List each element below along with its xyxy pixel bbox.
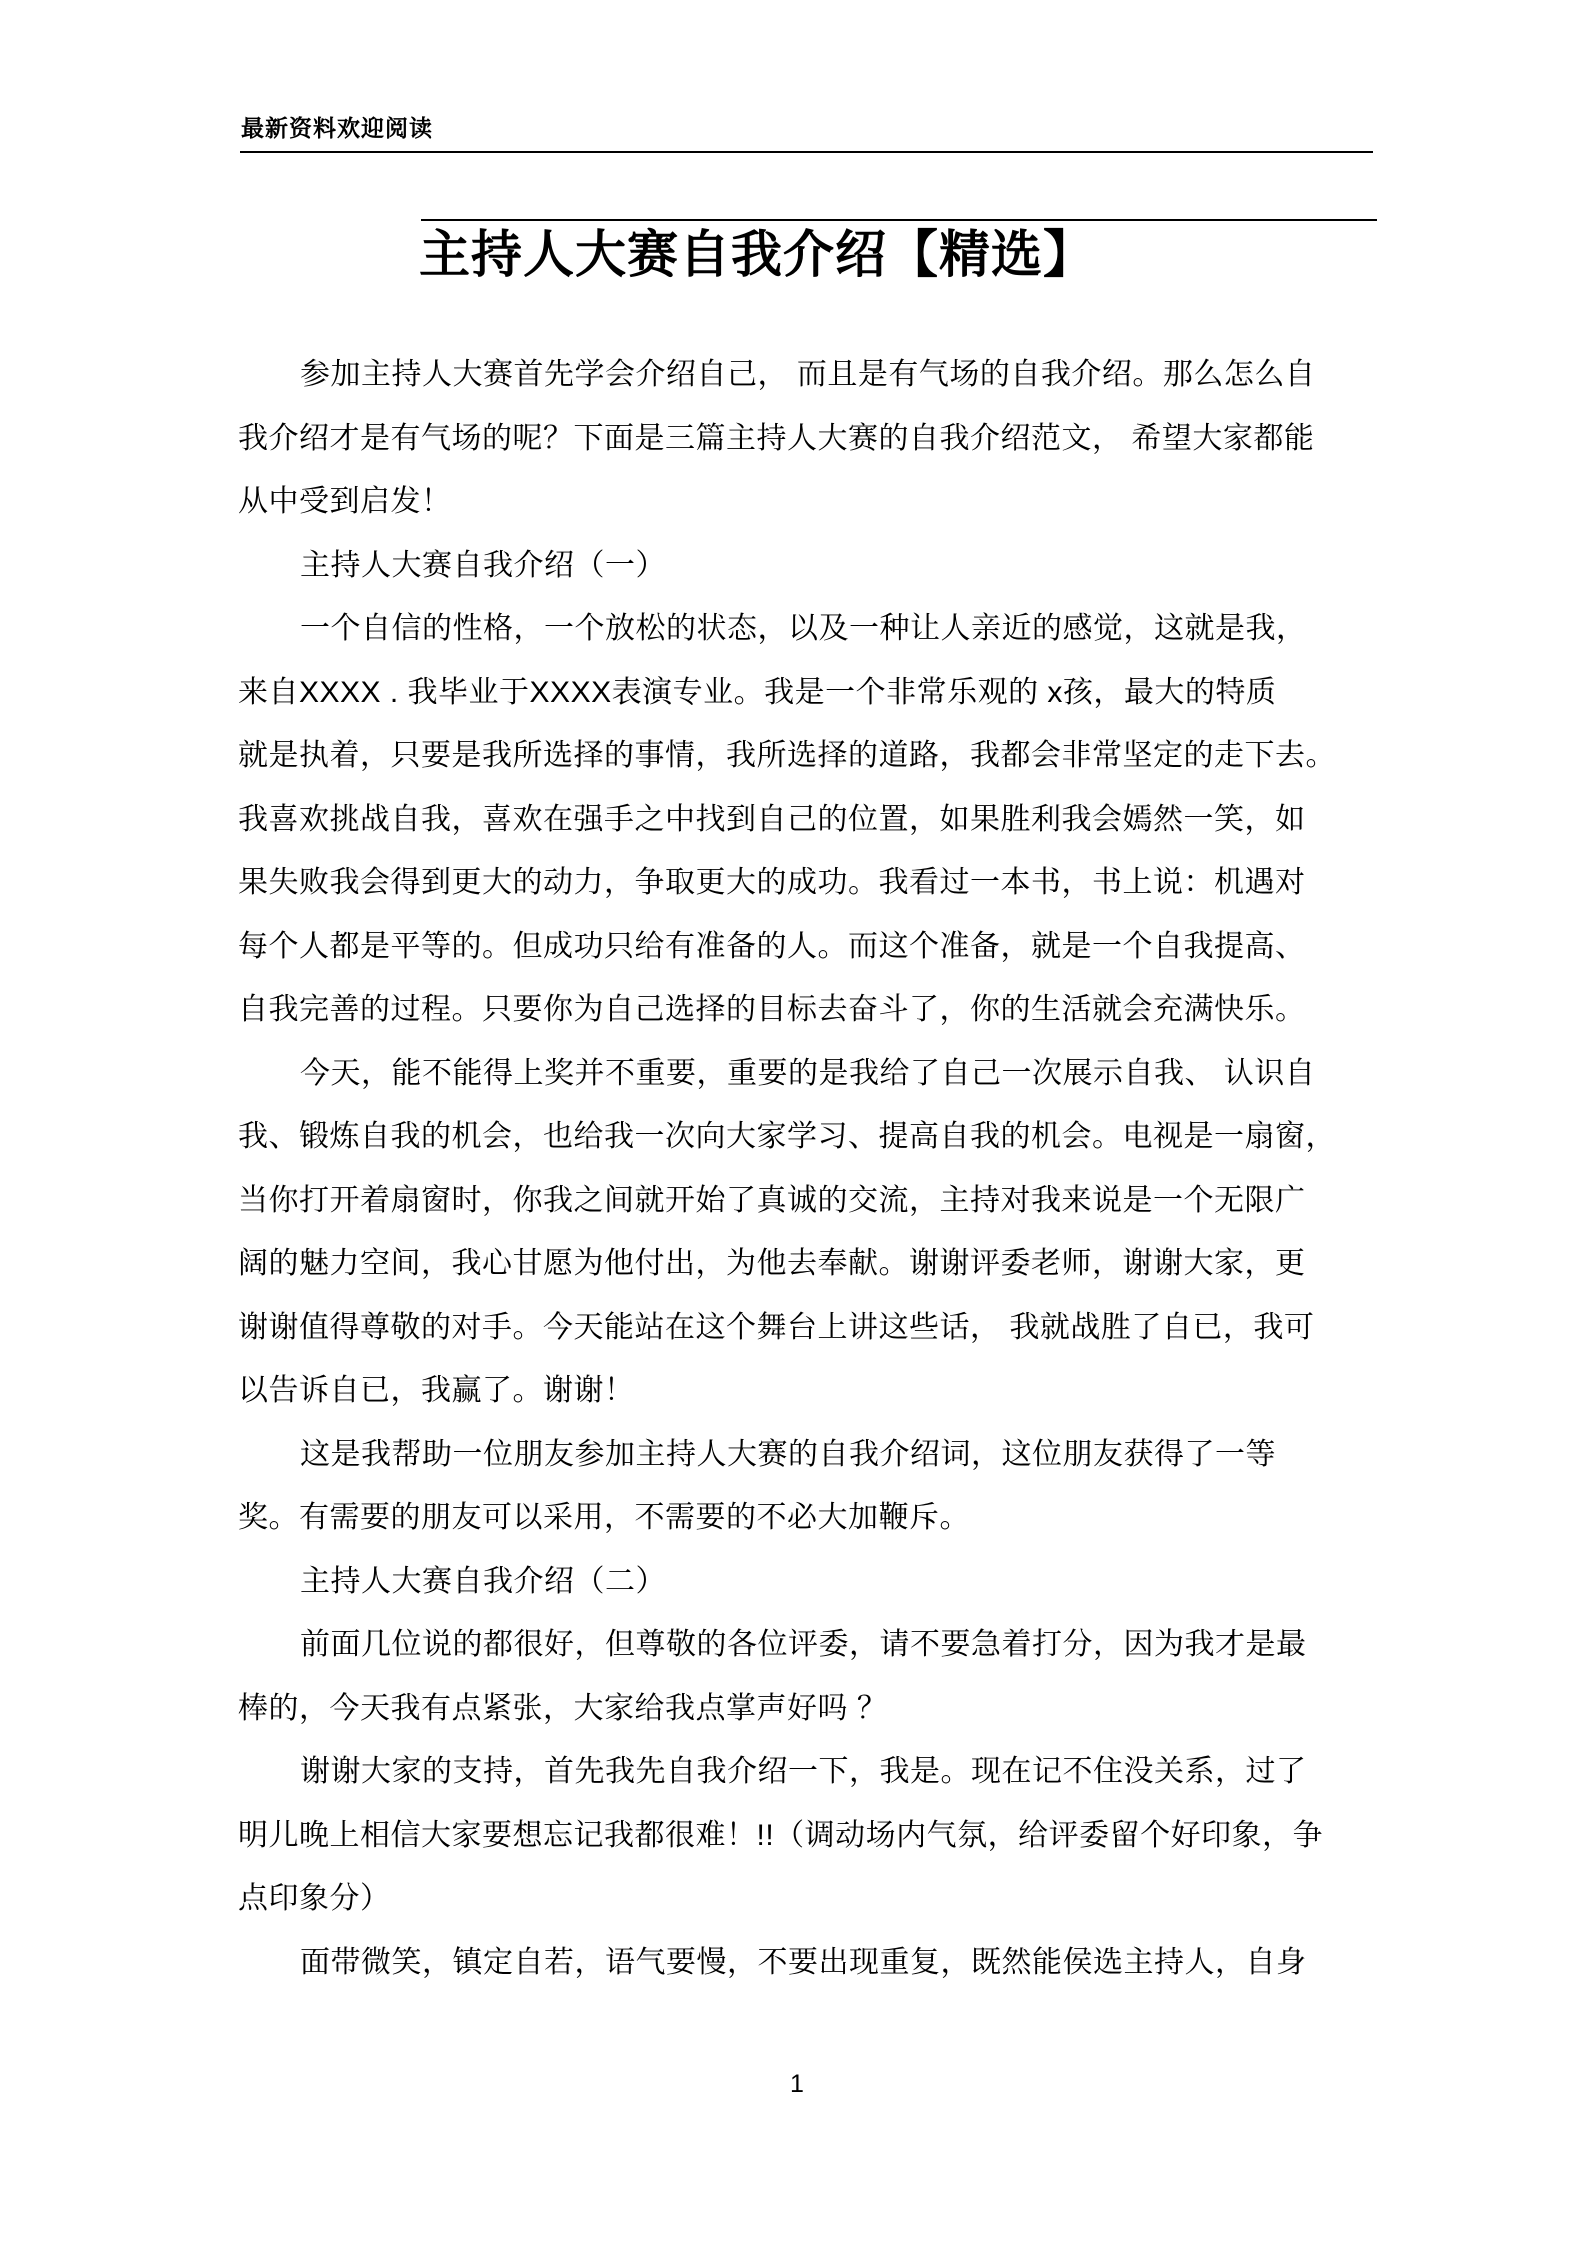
title-rule	[421, 219, 1377, 221]
text-line: 我介绍才是有气场的呢？下面是三篇主持人大赛的自我介绍范文， 希望大家都能	[238, 421, 1315, 455]
text-line: 来自XXXX . 我毕业于XXXX表演专业。我是一个非常乐观的 x孩，最大的特质	[238, 675, 1277, 709]
text-line: 从中受到启发！	[238, 485, 452, 518]
text-line: 一个自信的性格，一个放松的状态，以及一种让人亲近的感觉，这就是我，	[300, 612, 1307, 645]
text-line: 我、锻炼自我的机会，也给我一次向大家学习、提高自我的机会。电视是一扇窗，	[238, 1120, 1336, 1153]
page-number: 1	[790, 2070, 804, 2098]
text-line: 以告诉自已，我赢了。谢谢！	[238, 1374, 635, 1407]
text-line: 面带微笑，镇定自若，语气要慢，不要出现重复，既然能侯选主持人，自身	[300, 1945, 1307, 1979]
text-line: 果失败我会得到更大的动力，争取更大的成功。我看过一本书，书上说：机遇对	[238, 866, 1306, 899]
text-line: 谢谢值得尊敬的对手。今天能站在这个舞台上讲这些话， 我就战胜了自已，我可	[238, 1310, 1315, 1344]
text-line: 奖。有需要的朋友可以采用，不需要的不必大加鞭斥。	[238, 1501, 970, 1534]
text-line: 谢谢大家的支持，首先我先自我介绍一下，我是。现在记不住没关系，过了	[300, 1755, 1307, 1788]
text-line: 主持人大赛自我介绍（二）	[300, 1564, 666, 1598]
text-line: 参加主持人大赛首先学会介绍自己， 而且是有气场的自我介绍。那么怎么自	[300, 358, 1316, 391]
text-line: 当你打开着扇窗时，你我之间就开始了真诚的交流，主持对我来说是一个无限广	[238, 1183, 1306, 1217]
text-line: 前面几位说的都很好，但尊敬的各位评委，请不要急着打分，因为我才是最	[300, 1628, 1307, 1661]
text-line: 明儿晚上相信大家要想忘记我都很难！!!（调动场内气氛，给评委留个好印象，争	[238, 1818, 1324, 1852]
text-line: 点印象分）	[238, 1882, 391, 1915]
text-line: 阔的魅力空间，我心甘愿为他付出，为他去奉献。谢谢评委老师，谢谢大家，更	[238, 1247, 1306, 1280]
header-text: 最新资料欢迎阅读	[241, 115, 433, 141]
text-line: 这是我帮助一位朋友参加主持人大赛的自我介绍词，这位朋友获得了一等	[300, 1437, 1276, 1471]
text-line: 棒的，今天我有点紧张，大家给我点掌声好吗 ？	[238, 1691, 888, 1725]
page-title: 主持人大赛自我介绍【精选】	[419, 226, 1096, 283]
text-line: 就是执着，只要是我所选择的事情，我所选择的道路，我都会非常坚定的走下去。	[238, 739, 1336, 772]
text-line: 主持人大赛自我介绍（一）	[300, 548, 666, 582]
text-line: 每个人都是平等的。但成功只给有准备的人。而这个准备，就是一个自我提高、	[238, 929, 1306, 963]
text-line: 我喜欢挑战自我，喜欢在强手之中找到自己的位置，如果胜利我会嫣然一笑，如	[238, 802, 1306, 836]
document-body	[238, 343, 1368, 1994]
text-line: 今天，能不能得上奖并不重要，重要的是我给了自己一次展示自我、 认识自	[300, 1056, 1316, 1090]
text-line: 自我完善的过程。只要你为自己选择的目标去奋斗了，你的生活就会充满快乐。	[238, 993, 1306, 1026]
header-rule	[240, 151, 1373, 153]
